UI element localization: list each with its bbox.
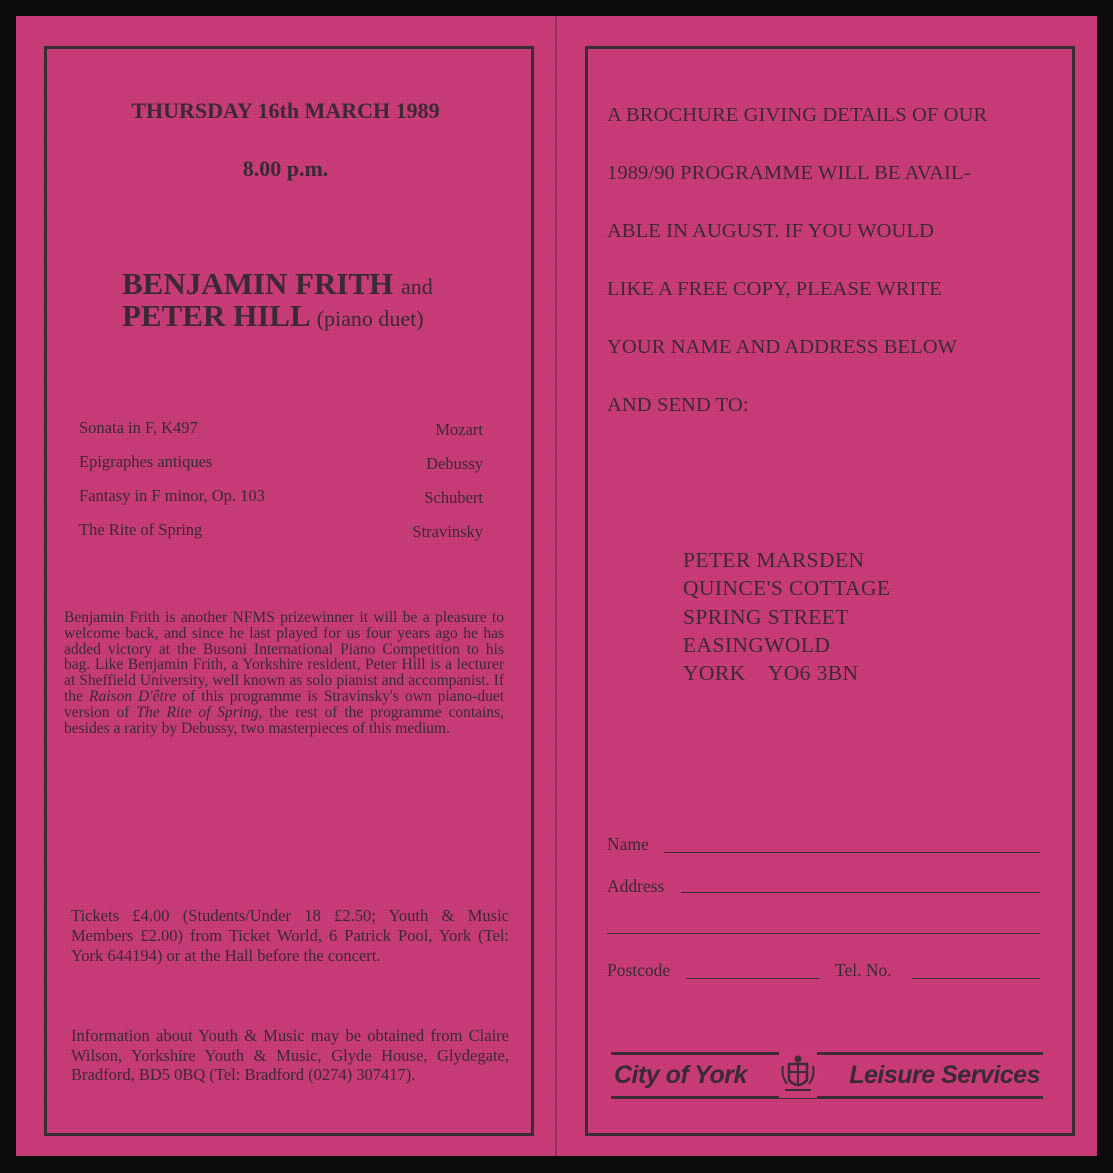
notice-line: AND SEND TO: xyxy=(607,394,749,416)
programme-work: The Rite of Spring xyxy=(79,520,203,539)
address-line: QUINCE'S COTTAGE xyxy=(683,576,891,600)
programme-composer: Schubert xyxy=(424,488,483,507)
description-italic: Raison D'être xyxy=(89,687,177,705)
logo-right-text: Leisure Services xyxy=(849,1061,1040,1089)
programme-work: Fantasy in F minor, Op. 103 xyxy=(79,486,265,505)
description-text: Benjamin Frith is another NFMS prizewinner it will be a pleasure to welcome back, and since he last played for us four years ago he has added victory at the Busoni International Piano Competition to his bag. Like Benjamin Frith, a Yorkshire resident, Peter Hill is a lecturer at Sheffield University, well known as solo pianist and accompanist. If the xyxy=(64,609,504,705)
address-field-line-2[interactable] xyxy=(607,933,1040,934)
address-line: YORK YO6 3BN xyxy=(683,661,859,685)
notice-line: YOUR NAME AND ADDRESS BELOW xyxy=(607,336,958,358)
programme-item xyxy=(79,418,483,444)
logo-bottom-rule xyxy=(611,1096,1043,1099)
tickets-paragraph: Tickets £4.00 (Students/Under 18 £2.50; Youth & Music Members £2.00) from Ticket World, 6 Patrick Pool, York (Tel: York 644194) or at the Hall before the concert. xyxy=(71,906,509,965)
notice-line: ABLE IN AUGUST. IF YOU WOULD xyxy=(607,220,934,242)
postcode-label: Postcode xyxy=(607,960,671,980)
address-label: Address xyxy=(607,876,665,896)
tel-label: Tel. No. xyxy=(835,960,892,980)
programme-composer: Stravinsky xyxy=(412,522,483,541)
performer-1-suffix: and xyxy=(401,274,433,299)
performer-1-name: BENJAMIN FRITH xyxy=(122,266,394,301)
address-line: PETER MARSDEN xyxy=(683,548,865,572)
programme-item xyxy=(79,452,483,478)
left-border-frame xyxy=(44,46,534,1136)
notice-line: A BROCHURE GIVING DETAILS OF OUR xyxy=(607,104,988,126)
programme-work: Epigraphes antiques xyxy=(79,452,213,471)
description-text: of this programme is Stravinsky's own piano-duet version of xyxy=(64,687,505,721)
performer-2-suffix: (piano duet) xyxy=(316,306,424,331)
logo-top-rule xyxy=(611,1052,1043,1055)
programme-item xyxy=(79,486,483,512)
coat-of-arms-icon xyxy=(779,1052,817,1098)
description-paragraph xyxy=(64,610,504,736)
address-field-line[interactable] xyxy=(681,892,1040,893)
address-line: EASINGWOLD xyxy=(683,633,831,657)
postcode-field-line[interactable] xyxy=(686,978,819,979)
description-italic: The Rite of Spring, xyxy=(136,703,263,721)
left-panel xyxy=(16,16,555,1156)
performer-2 xyxy=(122,298,424,334)
concert-time: 8.00 p.m. xyxy=(242,156,329,181)
info-paragraph: Information about Youth & Music may be obtained from Claire Wilson, Yorkshire Youth & Music, Glyde House, Glydegate, Bradford, BD5 0BQ (Tel: Bradford (0274) 307417). xyxy=(71,1026,509,1084)
notice-line: LIKE A FREE COPY, PLEASE WRITE xyxy=(607,278,942,300)
description-text: the rest of the programme contains, besides a rarity by Debussy, two masterpieces of this medium. xyxy=(64,703,505,737)
address-line: SPRING STREET xyxy=(683,605,849,629)
performer-1 xyxy=(122,266,433,302)
city-of-york-logo xyxy=(611,1052,1043,1100)
programme-composer: Mozart xyxy=(435,420,483,439)
programme-composer: Debussy xyxy=(426,454,483,473)
name-field-line[interactable] xyxy=(664,852,1040,853)
tel-field-line[interactable] xyxy=(912,978,1040,979)
programme-work: Sonata in F, K497 xyxy=(79,418,198,437)
right-panel xyxy=(557,16,1097,1156)
programme-item xyxy=(79,520,483,546)
name-label: Name xyxy=(607,834,649,854)
concert-date: THURSDAY 16th MARCH 1989 xyxy=(131,98,440,123)
notice-line: 1989/90 PROGRAMME WILL BE AVAIL- xyxy=(607,162,971,184)
performer-2-name: PETER HILL xyxy=(122,298,309,333)
logo-left-text: City of York xyxy=(614,1061,747,1089)
